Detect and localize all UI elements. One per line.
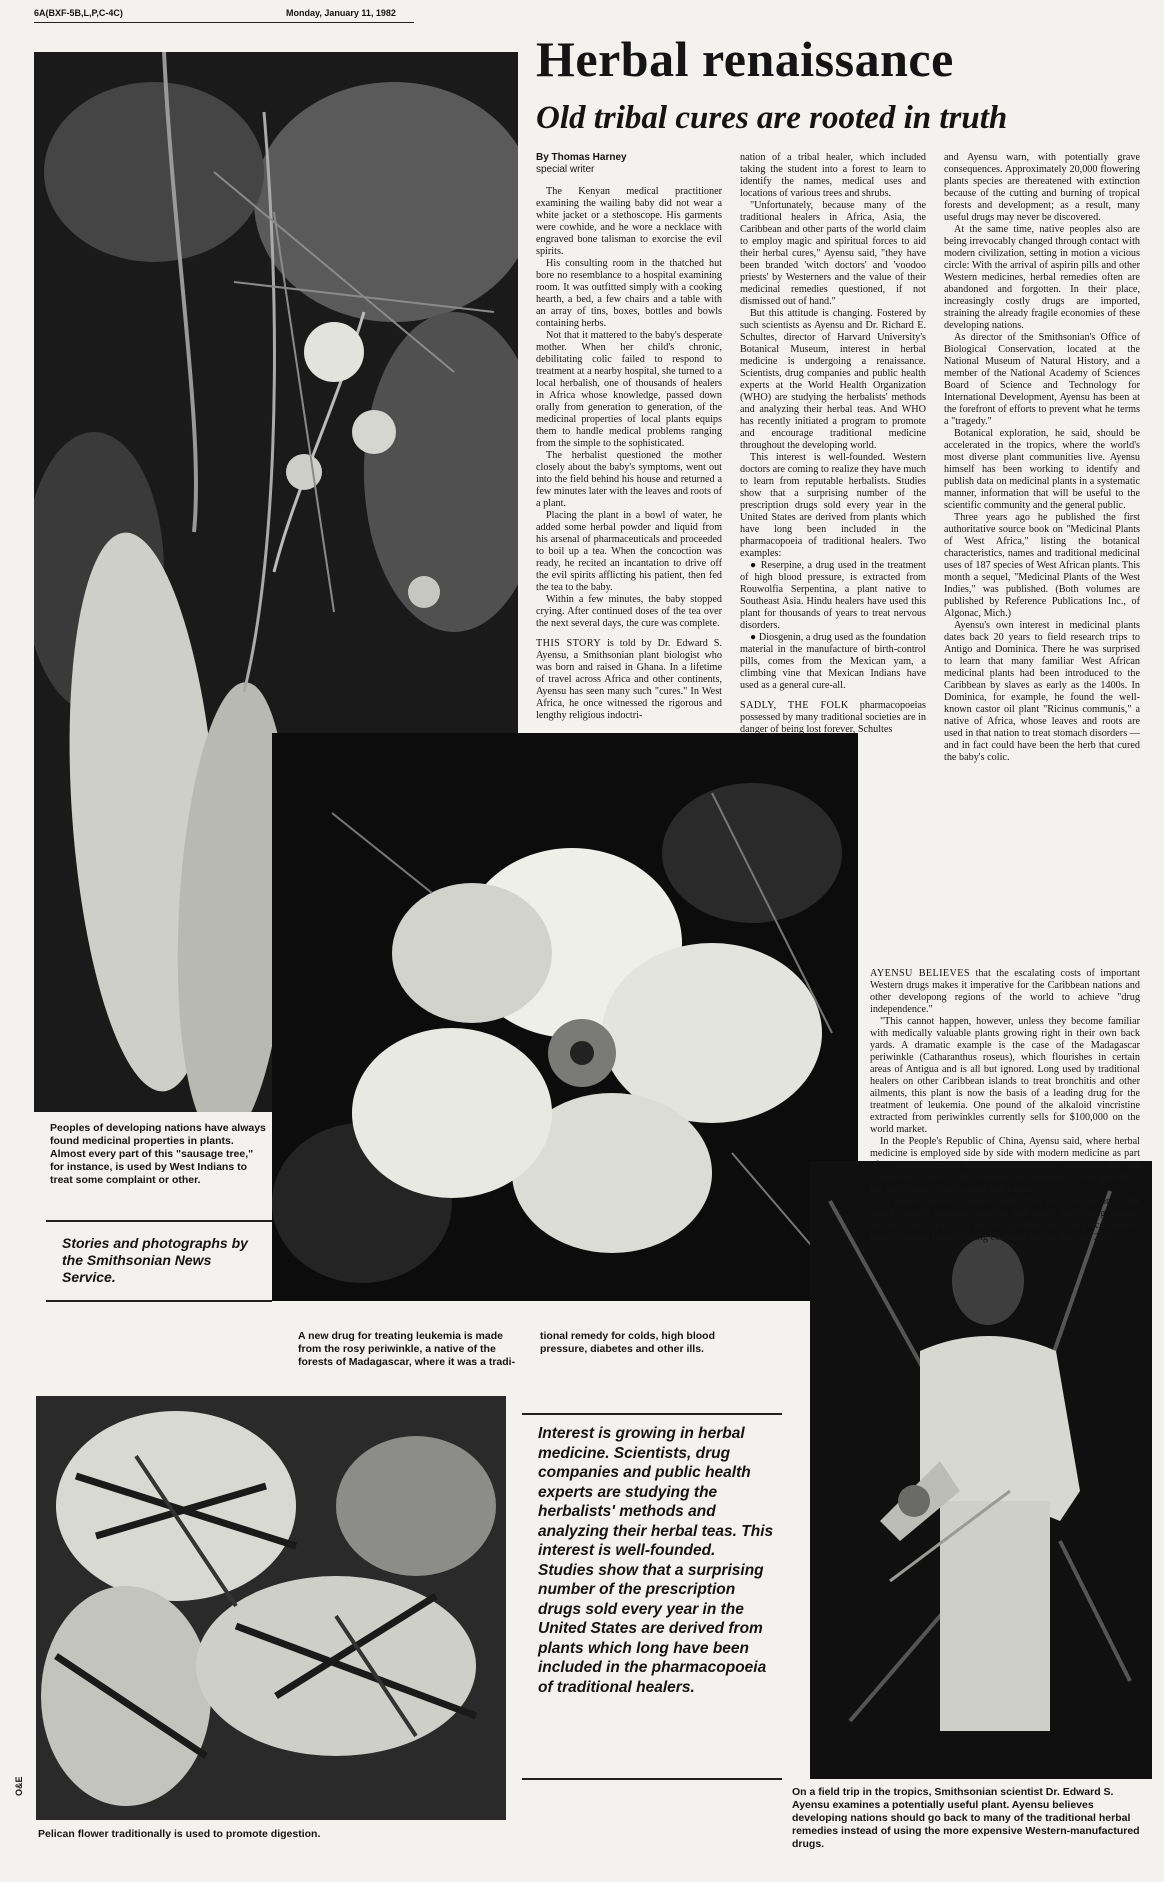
paragraph: His consulting room in the thatched hut bore no resemblance to a hospital examining room. It was outfitted simply with a cooking hearth, a bed, a few chairs and a table with an array of tins, boxes, bottles and bowls containing herbs.	[536, 258, 722, 329]
paragraph: "Unfortunately, because many of the traditional healers in Africa, Asia, the Caribbean and other parts of the world claim to employ magic and spiritual forces to aid their herbal cures," Ayensu said, "they have been branded 'witch doctors' and 'voodoo priests' by Westerners and the value of their medicinal remedies questioned, if not dismissed out of hand."	[740, 200, 926, 307]
article-column-3-continued	[870, 968, 1140, 1244]
paragraph: Botanical exploration, he said, should be accelerated in the tropics, where the world's most diverse plant communities live. Ayensu himself has been working to identify and publish data on medicinal plants in a systematic manner, information that will be useful to the scientific community and the general public.	[944, 428, 1140, 511]
paragraph: "This cannot happen, however, unless they become familiar with medically valuable plants growing right in their own back yards. A dramatic example is the case of the Madagascar periwinkle (Catharanthus roseus), which flourishes in certain areas of Antigua and is all but ignored. Long used by traditional healers on other Caribbean islands to treat bronchitis and other ailments, this plant is now the basis of a leading drug for the treatment of leukemia. One pound of the alkaloid vincristine extracted from periwinkles currently sells for $100,000 on the world market.	[870, 1016, 1140, 1135]
paragraph: Ayensu's own interest in medicinal plants dates back 20 years to field research trips to Antigo and Dominica. There he was surprised to learn that many familiar West African medicinal plants had been introduced to the Caribbean by slaves as early as the 1400s. In Dominica, for example, he found the well-known castor oil plant "Ricinus communis," a native of Africa, whose leaves and roots are used in that nation to treat stomach disorders — and in fact could have been the herb that cured the baby's colic.	[944, 620, 1140, 763]
pelican-flower-caption: Pelican flower traditionally is used to promote digestion.	[38, 1828, 321, 1840]
subhead-paragraph	[870, 968, 1140, 1016]
deck-subhead: Old tribal cures are rooted in truth	[536, 100, 1008, 136]
subhead-text: pharmacopoeias possessed by many traditional societies are in danger of being lost forever, Schultes	[740, 700, 926, 735]
ayensu-photo	[810, 1161, 1152, 1779]
paragraph: In the People's Republic of China, Ayensu said, where herbal medicine is employed side by side with modern medicine as part of a comprehensive health care program in cities and the countryside, literally all available soil suitable for the growth of the periwinkle plant is under cultivation.	[870, 1136, 1140, 1195]
headline: Herbal renaissance	[536, 31, 954, 87]
subhead-lead: AYENSU BELIEVES	[870, 968, 970, 979]
article-column-1	[536, 186, 722, 722]
paragraph: At the same time, native peoples also are being irrevocably changed through contact with modern civilization, setting in motion a vicious circle: With the arrival of aspirin pills and other Western medicines, herbal remedies often are abandoned and forgotten. In their place, increasingly costly drugs are imported, straining the already fragile economies of these developing nations.	[944, 224, 1140, 331]
bullet-paragraph: ● Diosgenin, a drug used as the foundation material in the manufacture of birth-control pills, comes from the Mexican yam, a climbing vine that Mexican Indians have used as a general cure-all.	[740, 632, 926, 691]
periwinkle-photo	[272, 733, 858, 1301]
subhead-paragraph	[536, 638, 722, 722]
pull-quote-rule-top	[522, 1413, 782, 1415]
pelican-flower-photo	[36, 1396, 506, 1820]
paragraph: nation of a tribal healer, which included taking the student into a forest to learn to identify the names, medical uses and locations of various trees and shrubs.	[740, 152, 926, 199]
article-column-3	[944, 152, 1140, 764]
paragraph: "It seems obvious," Ayensu said, "that the complexion of the world's health situation requires that other developing nations follow China's lead. It is just not possible for us to place Western health systems in developing countries before the year 2000."	[870, 1196, 1140, 1243]
subhead-paragraph	[740, 700, 926, 736]
paragraph: The herbalist questioned the mother closely about the baby's symptoms, went out into the field behind his house and returned a few minutes later with the leaves and roots of a plant.	[536, 450, 722, 509]
paragraph: The Kenyan medical practitioner examining the wailing baby did not wear a white jacket or a stethoscope. His garments were cowhide, and he wore a necklace with engraved bone talisman to exorcise the evil spirits.	[536, 186, 722, 257]
issue-date: Monday, January 11, 1982	[286, 8, 396, 18]
pull-quote: Interest is growing in herbal medicine. Scientists, drug companies and public health experts are studying the herbalists' methods and analyzing their herbal teas. This interest is well-founded. Studies show that a surprising number of the prescription drugs sold every year in the United States are derived from plants which long have been included in the pharmacopoeia of traditional healers.	[538, 1425, 774, 1696]
paragraph: Three years ago he published the first authoritative source book on "Medicinal Plants of West Africa," listing the botanical characteristics, names and traditional medicinal uses of 187 species of West African plants. This month a sequel, "Medicinal Plants of the West Indies," was published. (Both volumes are published by Reference Publications Inc., of Algonac, Mich.)	[944, 512, 1140, 619]
paragraph: and Ayensu warn, with potentially grave consequences. Approximately 20,000 flowering plants species are thereatened with extinction because of the cutting and burning of tropical forests and development; as a result, many useful drugs may never be discovered.	[944, 152, 1140, 223]
subhead-lead: THIS STORY	[536, 638, 602, 649]
pelican-flower-image	[36, 1396, 506, 1820]
folio-rule	[34, 22, 414, 23]
author-role: special writer	[536, 164, 595, 175]
author-name: By Thomas Harney	[536, 152, 627, 163]
subhead-lead: SADLY, THE FOLK	[740, 700, 849, 711]
ayensu-field-image	[810, 1161, 1152, 1779]
section-code: O&E	[14, 1776, 24, 1796]
bullet-paragraph: ● Reserpine, a drug used in the treatment of high blood pressure, is extracted from Rouwolfia Serpentina, a plant native to Southeast Asia. Hindu healers have used this plant for thousands of years to treat nervous disorders.	[740, 560, 926, 631]
credit-rule-bottom	[46, 1300, 272, 1302]
paragraph: This interest is well-founded. Western doctors are coming to realize they have much to learn from reputable herbalists. Studies show that a surprising number of the prescription drugs sold every year in the United States are derived from plants which have long been included in the pharmacopoeia of traditional healers. Two examples:	[740, 452, 926, 559]
periwinkle-flower-image	[272, 733, 858, 1301]
credit-rule-top	[46, 1220, 272, 1222]
sausage-tree-caption: Peoples of developing nations have always found medicinal properties in plants. Almost every part of this "sausage tree," for instance, is used by West Indians to treat some complaint or other.	[50, 1122, 266, 1186]
pull-quote-rule-bottom	[522, 1778, 782, 1780]
periwinkle-caption-left: A new drug for treating leukemia is made from the rosy periwinkle, a native of the forests of Madagascar, where it was a tradi-	[298, 1330, 516, 1368]
subhead-text: that the escalating costs of important Western drugs makes it imperative for the Caribbean nations and other developong regions of the world to achieve "drug independence."	[870, 968, 1140, 1015]
subhead-text: is told by Dr. Edward S. Ayensu, a Smithsonian plant biologist who was born and raised in Ghana. In a lifetime of travel across Africa and other continents, Ayensu has seen many such "cures." In West Africa, he once witnessed the rigorous and lengthy religious indoctri-	[536, 638, 722, 721]
paragraph: Placing the plant in a bowl of water, he added some herbal powder and liquid from his arsenal of pharmaceuticals and proceeded to boil up a tea. When the concoction was ready, he recited an incantation to drive off the evil spirits afflicting his patient, then fed the tea to the baby.	[536, 510, 722, 593]
paragraph: As director of the Smithsonian's Office of Biological Conservation, located at the National Museum of Natural History, and a member of the National Academy of Sciences Board of Science and Technology for International Development, Ayensu has been at the forefront of efforts to prevent what he terms a "tragedy."	[944, 332, 1140, 427]
paragraph: But this attitude is changing. Fostered by such scientists as Ayensu and Dr. Richard E. Schultes, director of Harvard University's Botanical Museum, interest in herbal medicine is undergoing a renaissance. Scientists, drug companies and public health experts at the World Health Organization (WHO) are studying the herbalists' methods and analyzing their herbal teas. And WHO has recently initiated a program to promote and encourage traditional medicine throughout the developing world.	[740, 308, 926, 451]
paragraph: Within a few minutes, the baby stopped crying. After continued doses of the tea over the next several days, the cure was complete.	[536, 594, 722, 629]
article-column-2	[740, 152, 926, 736]
byline	[536, 152, 627, 176]
ayensu-caption: On a field trip in the tropics, Smithsonian scientist Dr. Edward S. Ayensu examines a potentially useful plant. Ayensu believes developing nations should go back to many of the traditional herbal remedies instead of using the more expensive Western-manufactured drugs.	[792, 1786, 1140, 1850]
credit-line: Stories and photographs by the Smithsonian News Service.	[62, 1235, 248, 1285]
paragraph: Not that it mattered to the baby's desperate mother. When her child's chronic, debilitating colic failed to respond to treatment at a nearby hospital, she turned to a local herbalish, one of thousands of healers in Africa whose knowledge, passed down orally from generation to generation, of the medicinal properties of local plants equips them to handle medical problems ranging from the simple to the sophisticated.	[536, 330, 722, 449]
periwinkle-caption-right: tional remedy for colds, high blood pressure, diabetes and other ills.	[540, 1330, 716, 1355]
edition-code: 6A(BXF-5B,L,P,C-4C)	[34, 8, 123, 18]
